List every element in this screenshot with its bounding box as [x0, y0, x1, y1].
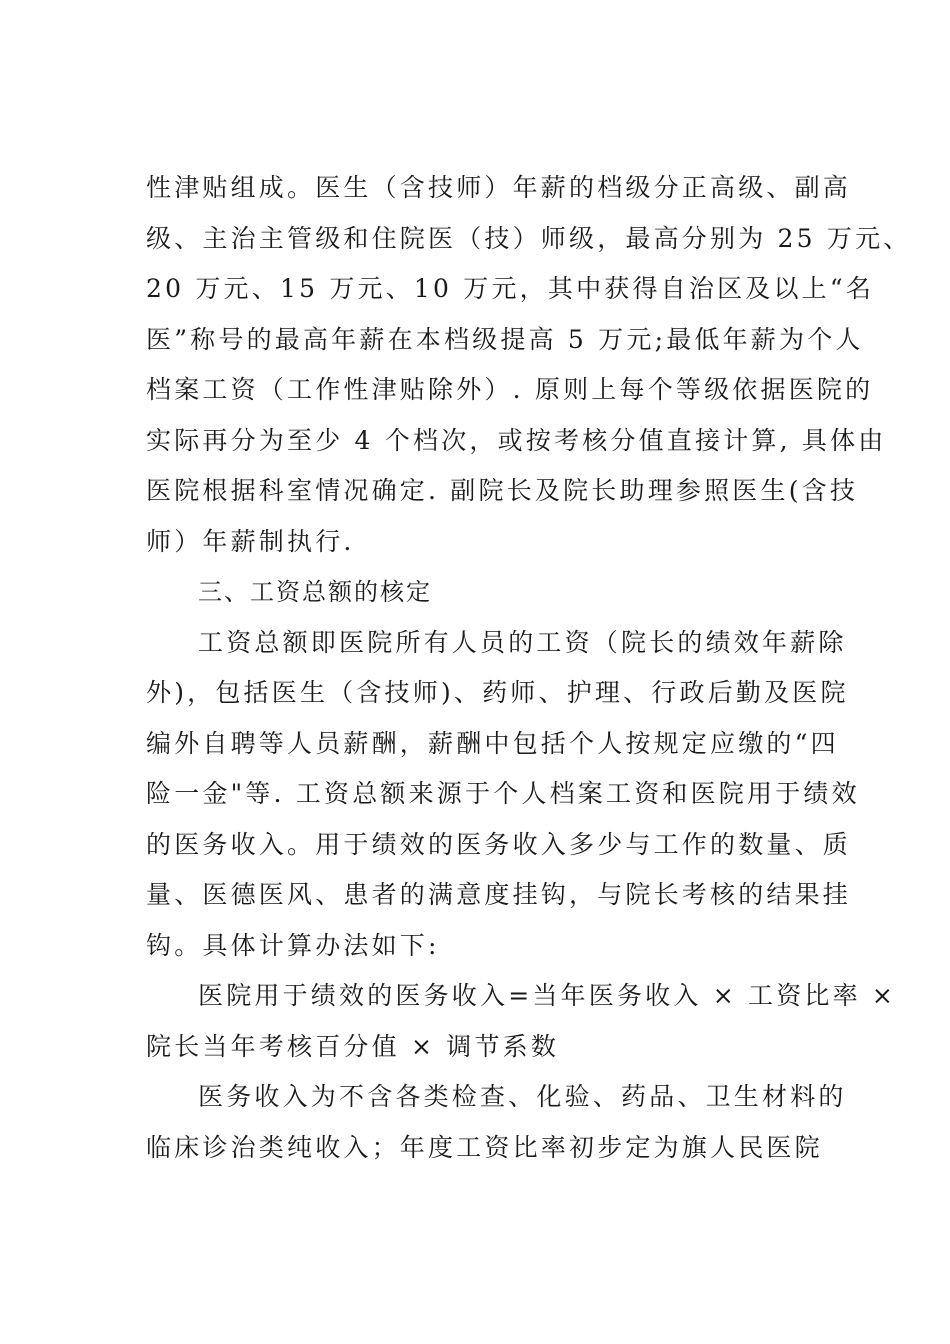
paragraph-line: 医院根据科室情况确定. 副院长及院长助理参照医生(含技 [146, 476, 859, 505]
paragraph-line: 临床诊治类纯收入；年度工资比率初步定为旗人民医院 [146, 1132, 823, 1162]
paragraph-line: 外)，包括医生（含技师)、药师、护理、行政后勤及医院 [146, 678, 849, 707]
paragraph-line: 20 万元、15 万元、10 万元，其中获得自治区及以上“名 [146, 274, 875, 303]
paragraph-line: 级、主治主管级和住院医（技）师级，最高分别为 25 万元、 [146, 223, 912, 253]
paragraph-line: 师）年薪制执行. [146, 526, 355, 556]
formula-line: 医院用于绩效的医务收入=当年医务收入 × 工资比率 × [198, 981, 897, 1010]
paragraph-line: 编外自聘等人员薪酬，薪酬中包括个人按规定应缴的“四 [146, 728, 839, 758]
paragraph-line: 的医务收入。用于绩效的医务收入多少与工作的数量、质 [146, 829, 852, 859]
paragraph-line: 险一金"等. 工资总额来源于个人档案工资和医院用于绩效 [146, 779, 860, 808]
paragraph-line: 量、医德医风、患者的满意度挂钩，与院长考核的结果挂 [146, 880, 852, 909]
paragraph-line: 实际再分为至少 4 个档次，或按考核分值直接计算, 具体由 [146, 425, 887, 455]
paragraph-line: 钩。具体计算办法如下: [146, 930, 440, 960]
section-heading: 三、工资总额的核定 [198, 578, 432, 606]
body-text [146, 163, 912, 1173]
paragraph-line: 医”称号的最高年薪在本档级提高 5 万元;最低年薪为个人 [146, 324, 864, 354]
paragraph-line: 档案工资（工作性津贴除外）. 原则上每个等级依据医院的 [146, 375, 874, 404]
paragraph-line: 工资总额即医院所有人员的工资（院长的绩效年薪除 [198, 627, 847, 657]
paragraph-line: 医务收入为不含各类检查、化验、药品、卫生材料的 [198, 1082, 847, 1111]
formula-line: 院长当年考核百分值 × 调节系数 [146, 1031, 560, 1061]
paragraph-line: 性津贴组成。医生（含技师）年薪的档级分正高级、副高 [146, 173, 852, 202]
